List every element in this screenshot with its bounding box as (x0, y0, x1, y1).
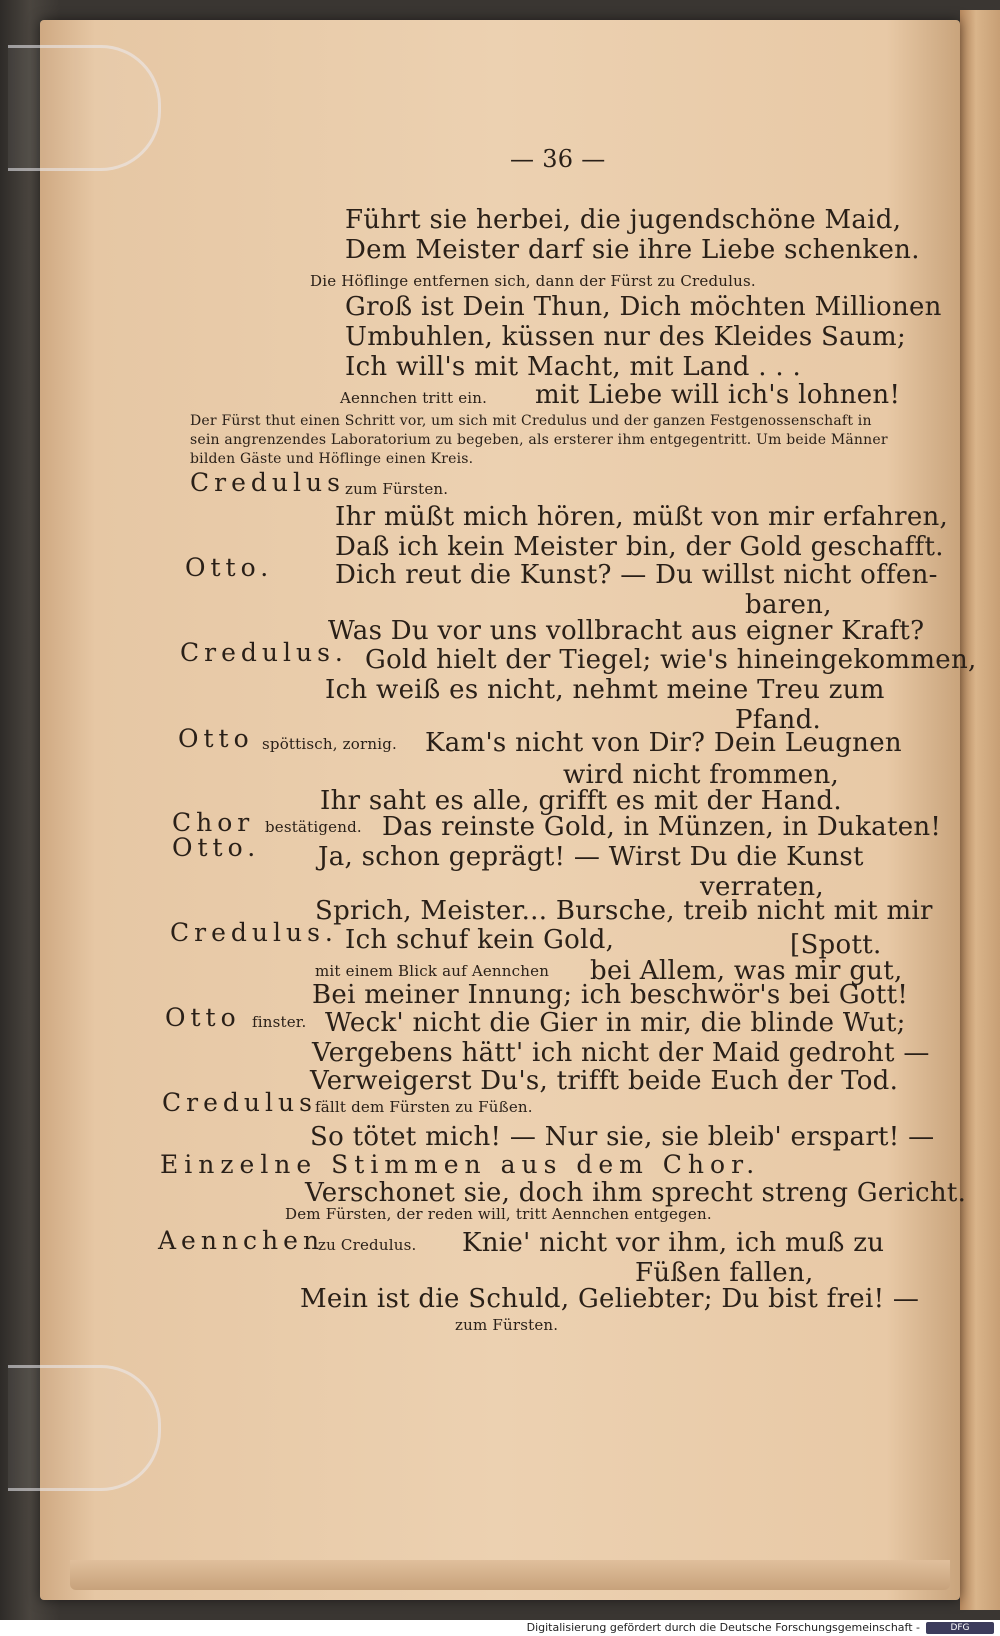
stage-direction: mit einem Blick auf Aennchen (315, 962, 550, 980)
speaker-name: Credulus (190, 468, 345, 497)
verse-line: Führt sie herbei, die jugendschöne Maid, (345, 205, 902, 235)
verse-line: Ihr müßt mich hören, müßt von mir erfahren, (335, 502, 949, 532)
verse-line: wird nicht frommen, (563, 760, 840, 790)
dfg-logo: DFG (926, 1622, 994, 1634)
speaker-name: Credulus (162, 1088, 317, 1117)
verse-line: bei Allem, was mir gut, (590, 956, 903, 986)
footer-bar (0, 1620, 1000, 1636)
verse-line: Ihr saht es alle, grifft es mit der Hand. (320, 786, 842, 816)
verse-line: So tötet mich! — Nur sie, sie bleib' erspart! — (310, 1122, 935, 1152)
verse-line: Weck' nicht die Gier in mir, die blinde Wut; (325, 1008, 906, 1038)
verse-line: [Spott. (790, 930, 882, 960)
verse-line: Verschonet sie, doch ihm sprecht streng Gericht. (305, 1178, 967, 1208)
speaker-name: Otto (178, 724, 254, 753)
stage-direction: zu Credulus. (318, 1236, 417, 1254)
verse-line: Dem Meister darf sie ihre Liebe schenken. (345, 235, 920, 265)
verse-line: Ich will's mit Macht, mit Land . . . (345, 352, 802, 382)
verse-line: Kam's nicht von Dir? Dein Leugnen (425, 728, 902, 758)
page-number: — 36 — (510, 145, 606, 173)
stage-direction: Aennchen tritt ein. (340, 389, 488, 407)
stage-direction: finster. (252, 1013, 307, 1031)
verse-line: Knie' nicht vor ihm, ich muß zu (462, 1228, 885, 1258)
stage-direction: bestätigend. (265, 818, 362, 836)
speaker-name: Einzelne Stimmen aus dem Chor. (160, 1150, 761, 1179)
verse-line: Verweigerst Du's, trifft beide Euch der Tod. (310, 1066, 899, 1096)
verse-line: Pfand. (735, 705, 822, 735)
stage-direction: zum Fürsten. (345, 480, 449, 498)
stage-direction: fällt dem Fürsten zu Füßen. (315, 1098, 533, 1116)
speaker-name: Credulus. (170, 918, 338, 947)
verse-line: Daß ich kein Meister bin, der Gold geschafft. (335, 532, 944, 562)
verse-line: Mein ist die Schuld, Geliebter; Du bist frei! — (300, 1284, 920, 1314)
book-clip-top (8, 45, 161, 171)
verse-line: Bei meiner Innung; ich beschwör's bei Gott! (312, 980, 909, 1010)
verse-line: Gold hielt der Tiegel; wie's hineingekommen, (365, 645, 977, 675)
stage-direction: Die Höflinge entfernen sich, dann der Fürst zu Credulus. (310, 272, 756, 290)
verse-line: Dich reut die Kunst? — Du willst nicht offen- (335, 560, 938, 590)
verse-line: Füßen fallen, (635, 1258, 814, 1288)
stage-direction: zum Fürsten. (455, 1316, 559, 1334)
speaker-name: Otto. (172, 833, 261, 862)
verse-line: Ich schuf kein Gold, (345, 925, 615, 955)
verse-line: Sprich, Meister... Bursche, treib nicht mit mir (315, 896, 933, 926)
verse-line: Ja, schon geprägt! — Wirst Du die Kunst (318, 842, 864, 872)
next-page-edge (960, 10, 1000, 1610)
page-stack-edge (70, 1560, 950, 1590)
stage-direction-block: Der Fürst thut einen Schritt vor, um sich mit Credulus und der ganzen Festgenossenschaft in sein angrenzendes Laboratorium zu begeben, als ersterer ihm entgegentritt. Um beide Männer bilden Gäste und Höflinge einen Kreis. (190, 413, 888, 467)
speaker-name: Otto. (185, 553, 274, 582)
stage-direction: Dem Fürsten, der reden will, tritt Aennchen entgegen. (285, 1205, 712, 1223)
stage-direction: spöttisch, zornig. (262, 735, 398, 753)
verse-line: Das reinste Gold, in Münzen, in Dukaten! (382, 812, 942, 842)
verse-line: Vergebens hätt' ich nicht der Maid gedroht — (312, 1038, 930, 1068)
verse-line: Groß ist Dein Thun, Dich möchten Millionen (345, 292, 942, 322)
verse-line: Umbuhlen, küssen nur des Kleides Saum; (345, 322, 907, 352)
footer-credit: Digitalisierung gefördert durch die Deutsche Forschungsgemeinschaft - (526, 1621, 920, 1634)
book-clip-bottom (8, 1365, 161, 1491)
verse-line: Ich weiß es nicht, nehmt meine Treu zum (325, 675, 885, 705)
speaker-name: Aennchen (158, 1226, 325, 1255)
speaker-name: Chor (172, 808, 255, 837)
verse-line: Was Du vor uns vollbracht aus eigner Kraft? (328, 616, 925, 646)
speaker-name: Otto (165, 1003, 241, 1032)
verse-line: baren, (745, 590, 832, 620)
speaker-name: Credulus. (180, 638, 348, 667)
verse-line: verraten, (700, 872, 824, 902)
verse-line: mit Liebe will ich's lohnen! (535, 380, 901, 410)
